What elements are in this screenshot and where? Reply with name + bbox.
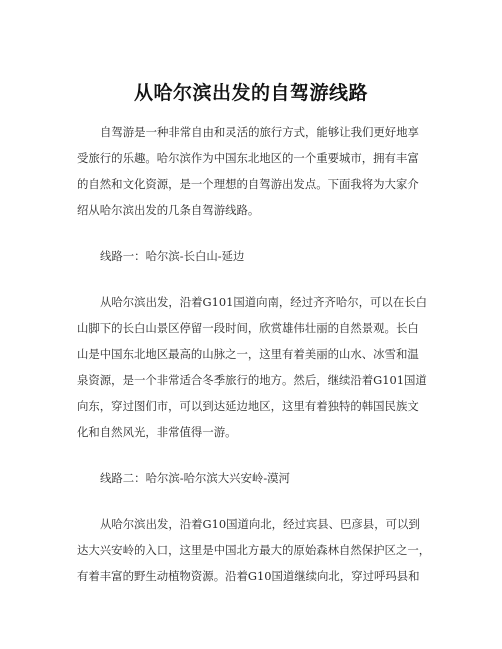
section-heading: 线路一：哈尔滨-长白山-延边 [100,249,245,263]
text-line: 受旅行的乐趣。哈尔滨作为中国东北地区的一个重要城市，拥有丰富 [77,151,419,165]
text-line: 从哈尔滨出发，沿着G101国道向南，经过齐齐哈尔，可以在长白 [100,295,427,309]
text-line: 山是中国东北地区最高的山脉之一，这里有着美丽的山水、冰雪和温 [77,347,419,361]
document-title: 从哈尔滨出发的自驾游线路 [133,82,368,104]
text-line: 从哈尔滨出发，沿着G10国道向北，经过宾县、巴彦县，可以到 [100,517,420,531]
text-line: 泉资源，是一个非常适合冬季旅行的地方。然后，继续沿着G101国道 [77,373,427,387]
text-line: 达大兴安岭的入口，这里是中国北方最大的原始森林自然保护区之一， [77,543,431,557]
section-heading: 线路二：哈尔滨-哈尔滨大兴安岭-漠河 [100,471,290,485]
text-line: 向东，穿过图们市，可以到达延边地区，这里有着独特的韩国民族文 [77,399,419,413]
text-line: 绍从哈尔滨出发的几条自驾游线路。 [77,203,260,217]
text-line: 自驾游是一种非常自由和灵活的旅行方式，能够让我们更好地享 [100,125,419,139]
text-line: 山脚下的长白山景区停留一段时间，欣赏雄伟壮丽的自然景观。长白 [77,321,419,335]
text-line: 有着丰富的野生动植物资源。沿着G10国道继续向北，穿过呼玛县和 [77,569,420,583]
text-line: 化和自然风光，非常值得一游。 [77,425,237,439]
text-line: 的自然和文化资源，是一个理想的自驾游出发点。下面我将为大家介 [77,177,419,191]
